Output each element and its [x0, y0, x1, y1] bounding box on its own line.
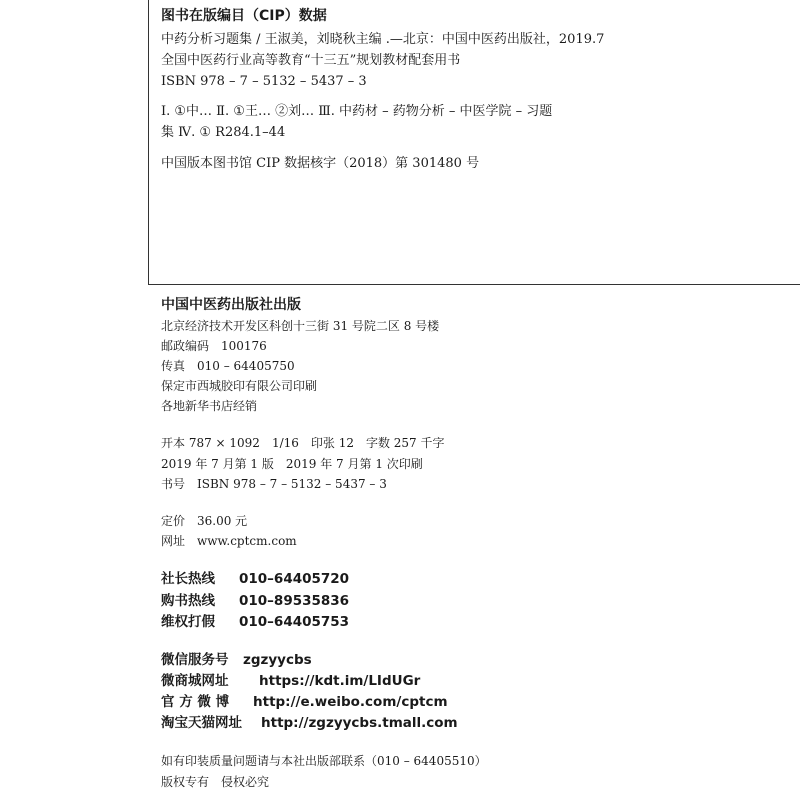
vertical-rule — [148, 0, 149, 285]
cip-line-2: 全国中医药行业高等教育“十三五”规划教材配套用书 — [161, 53, 461, 68]
social-value: https://kdt.im/LIdUGr — [259, 673, 421, 689]
social-row — [161, 717, 458, 731]
social-label: 微商城网址 — [161, 673, 229, 689]
publisher-postcode: 邮政编码 100176 — [161, 339, 267, 353]
hotline-label: 社长热线 — [161, 571, 215, 587]
price: 定价 36.00 元 — [161, 514, 248, 528]
cip-verification: 中国版本图书馆 CIP 数据核字（2018）第 301480 号 — [161, 156, 480, 171]
edition-info: 2019 年 7 月第 1 版 2019 年 7 月第 1 次印刷 — [161, 457, 423, 471]
cip-isbn: ISBN 978 – 7 – 5132 – 5437 – 3 — [161, 74, 367, 89]
social-label: 微信服务号 — [161, 652, 229, 668]
book-format: 开本 787 × 1092 1/16 印张 12 字数 257 千字 — [161, 436, 445, 450]
hotline-label: 购书热线 — [161, 593, 215, 609]
cip-heading: 图书在版编目（CIP）数据 — [161, 8, 327, 24]
cip-classification-2: 集 Ⅳ. ① R284.1–44 — [161, 125, 286, 140]
website: 网址 www.cptcm.com — [161, 534, 297, 548]
printer: 保定市西城胶印有限公司印刷 — [161, 379, 318, 393]
hotline-row — [161, 616, 349, 630]
cip-line-1: 中药分析习题集 / 王淑美，刘晓秋主编 .—北京：中国中医药出版社，2019.7 — [161, 32, 605, 47]
social-value: zgzyycbs — [243, 652, 312, 668]
hotline-value: 010–89535836 — [239, 593, 350, 609]
social-value: http://zgzyycbs.tmall.com — [261, 715, 458, 731]
hotline-row — [161, 573, 349, 587]
hotline-label: 维权打假 — [161, 614, 215, 630]
publisher-name: 中国中医药出版社出版 — [161, 297, 301, 313]
publisher-address: 北京经济技术开发区科创十三街 31 号院二区 8 号楼 — [161, 319, 440, 333]
hotline-value: 010–64405720 — [239, 571, 350, 587]
social-row — [161, 675, 420, 689]
distributor: 各地新华书店经销 — [161, 399, 258, 413]
hotline-row — [161, 595, 349, 609]
horizontal-rule — [148, 284, 800, 285]
hotline-value: 010–64405753 — [239, 614, 350, 630]
social-label: 官 方 微 博 — [161, 694, 230, 710]
social-label: 淘宝天猫网址 — [161, 715, 242, 731]
social-row — [161, 654, 312, 668]
social-value: http://e.weibo.com/cptcm — [253, 694, 448, 710]
quality-notice: 如有印装质量问题请与本社出版部联系（010 – 64405510） — [161, 754, 487, 768]
book-number: 书号 ISBN 978 – 7 – 5132 – 5437 – 3 — [161, 477, 387, 491]
cip-classification-1: Ⅰ. ①中… Ⅱ. ①王… ②刘… Ⅲ. 中药材 – 药物分析 – 中医学院 – 习题 — [161, 104, 553, 119]
publisher-fax: 传真 010 – 64405750 — [161, 359, 295, 373]
social-row — [161, 696, 448, 710]
copyright-notice: 版权专有 侵权必究 — [161, 775, 270, 789]
